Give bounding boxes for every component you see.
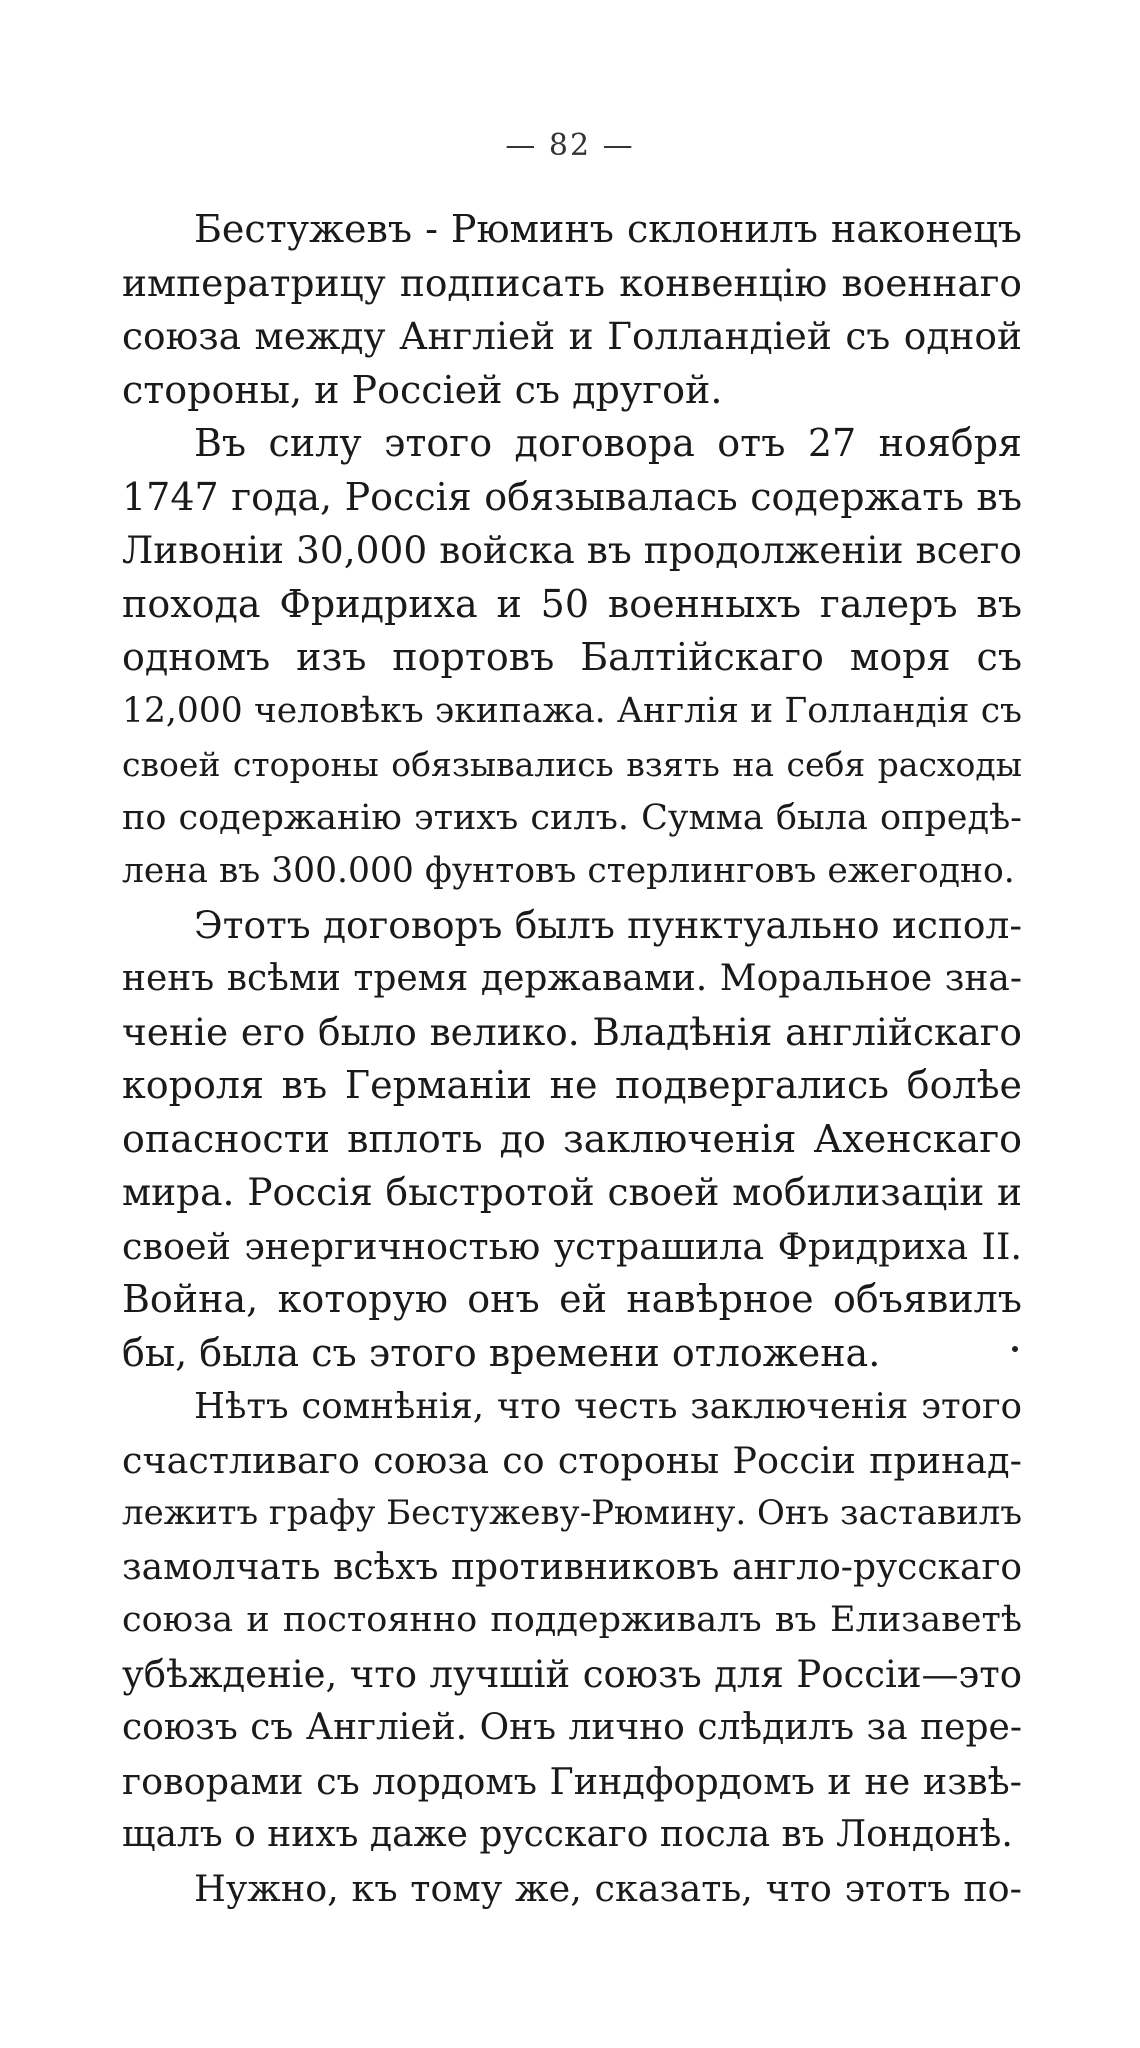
text-line: убѣжденіе, что лучшій союзъ для Россіи—это [122, 1652, 1022, 1696]
text-line: Въ силу этого договора отъ 27 ноября [194, 421, 1022, 465]
page-number: — 82 — [505, 128, 635, 163]
text-line: счастливаго союза со стороны Россіи принад- [122, 1438, 1022, 1482]
text-line: щалъ о нихъ даже русскаго посла въ Лондонѣ. [122, 1814, 1013, 1855]
text-line: своей стороны обязывались взять на себя расходы [122, 745, 1022, 784]
text-line: ченіе его было велико. Владѣнія англійскаго [122, 1009, 1022, 1054]
text-line: стороны, и Россіей съ другой. [122, 367, 723, 412]
print-speck [1012, 1346, 1018, 1352]
text-line: ненъ всѣми тремя державами. Моральное зна- [122, 958, 1022, 999]
text-line: лена въ 300.000 фунтовъ стерлинговъ ежегодно. [122, 851, 1015, 891]
text-line: Ливоніи 30,000 войска въ продолженіи всего [122, 528, 1022, 572]
text-line: союза и постоянно поддерживалъ въ Елизаветѣ [122, 1600, 1022, 1640]
text-line: Нѣтъ сомнѣнія, что честь заключенія этого [194, 1386, 1022, 1427]
text-line: союза между Англіей и Голландіей съ одной [122, 314, 1022, 358]
page-text [122, 203, 1022, 1915]
text-line: говорами съ лордомъ Гиндфордомъ и не извѣ- [122, 1759, 1022, 1803]
text-line: по содержанію этихъ силъ. Сумма была опредѣ- [122, 797, 1022, 838]
text-line: 12,000 человѣкъ экипажа. Англія и Голландія съ [122, 690, 1022, 731]
text-line: Бестужевъ - Рюминъ склонилъ наконецъ [194, 207, 1022, 251]
text-line: короля въ Германіи не подвергались болѣе [122, 1063, 1022, 1107]
text-line: союзъ съ Англіей. Онъ лично слѣдилъ за пере- [122, 1707, 1022, 1748]
text-line: 1747 года, Россія обязывалась содержать въ [122, 474, 1022, 519]
text-line: Нужно, къ тому же, сказать, что этотъ по- [194, 1866, 1022, 1910]
text-line: мира. Россія быстротой своей мобилизаціи и [122, 1170, 1022, 1214]
text-line: похода Фридриха и 50 военныхъ галеръ въ [122, 581, 1022, 626]
text-line: замолчать всѣхъ противниковъ англо-русскаго [122, 1546, 1022, 1588]
text-line: лежитъ графу Бестужеву-Рюмину. Онъ заставилъ [122, 1493, 1022, 1533]
text-line: Этотъ договоръ былъ пунктуально испол- [194, 902, 1022, 947]
text-line: императрицу подписать конвенцію военнаго [122, 260, 1022, 305]
text-line: одномъ изъ портовъ Балтійскаго моря съ [122, 635, 1022, 679]
text-line: Война, которую онъ ей навѣрное объявилъ [122, 1277, 1022, 1321]
text-line: опасности вплоть до заключенія Ахенскаго [122, 1116, 1022, 1161]
text-line: бы, была съ этого времени отложена. [122, 1330, 881, 1375]
text-line: своей энергичностью устрашила Фридриха II. [122, 1224, 1022, 1268]
